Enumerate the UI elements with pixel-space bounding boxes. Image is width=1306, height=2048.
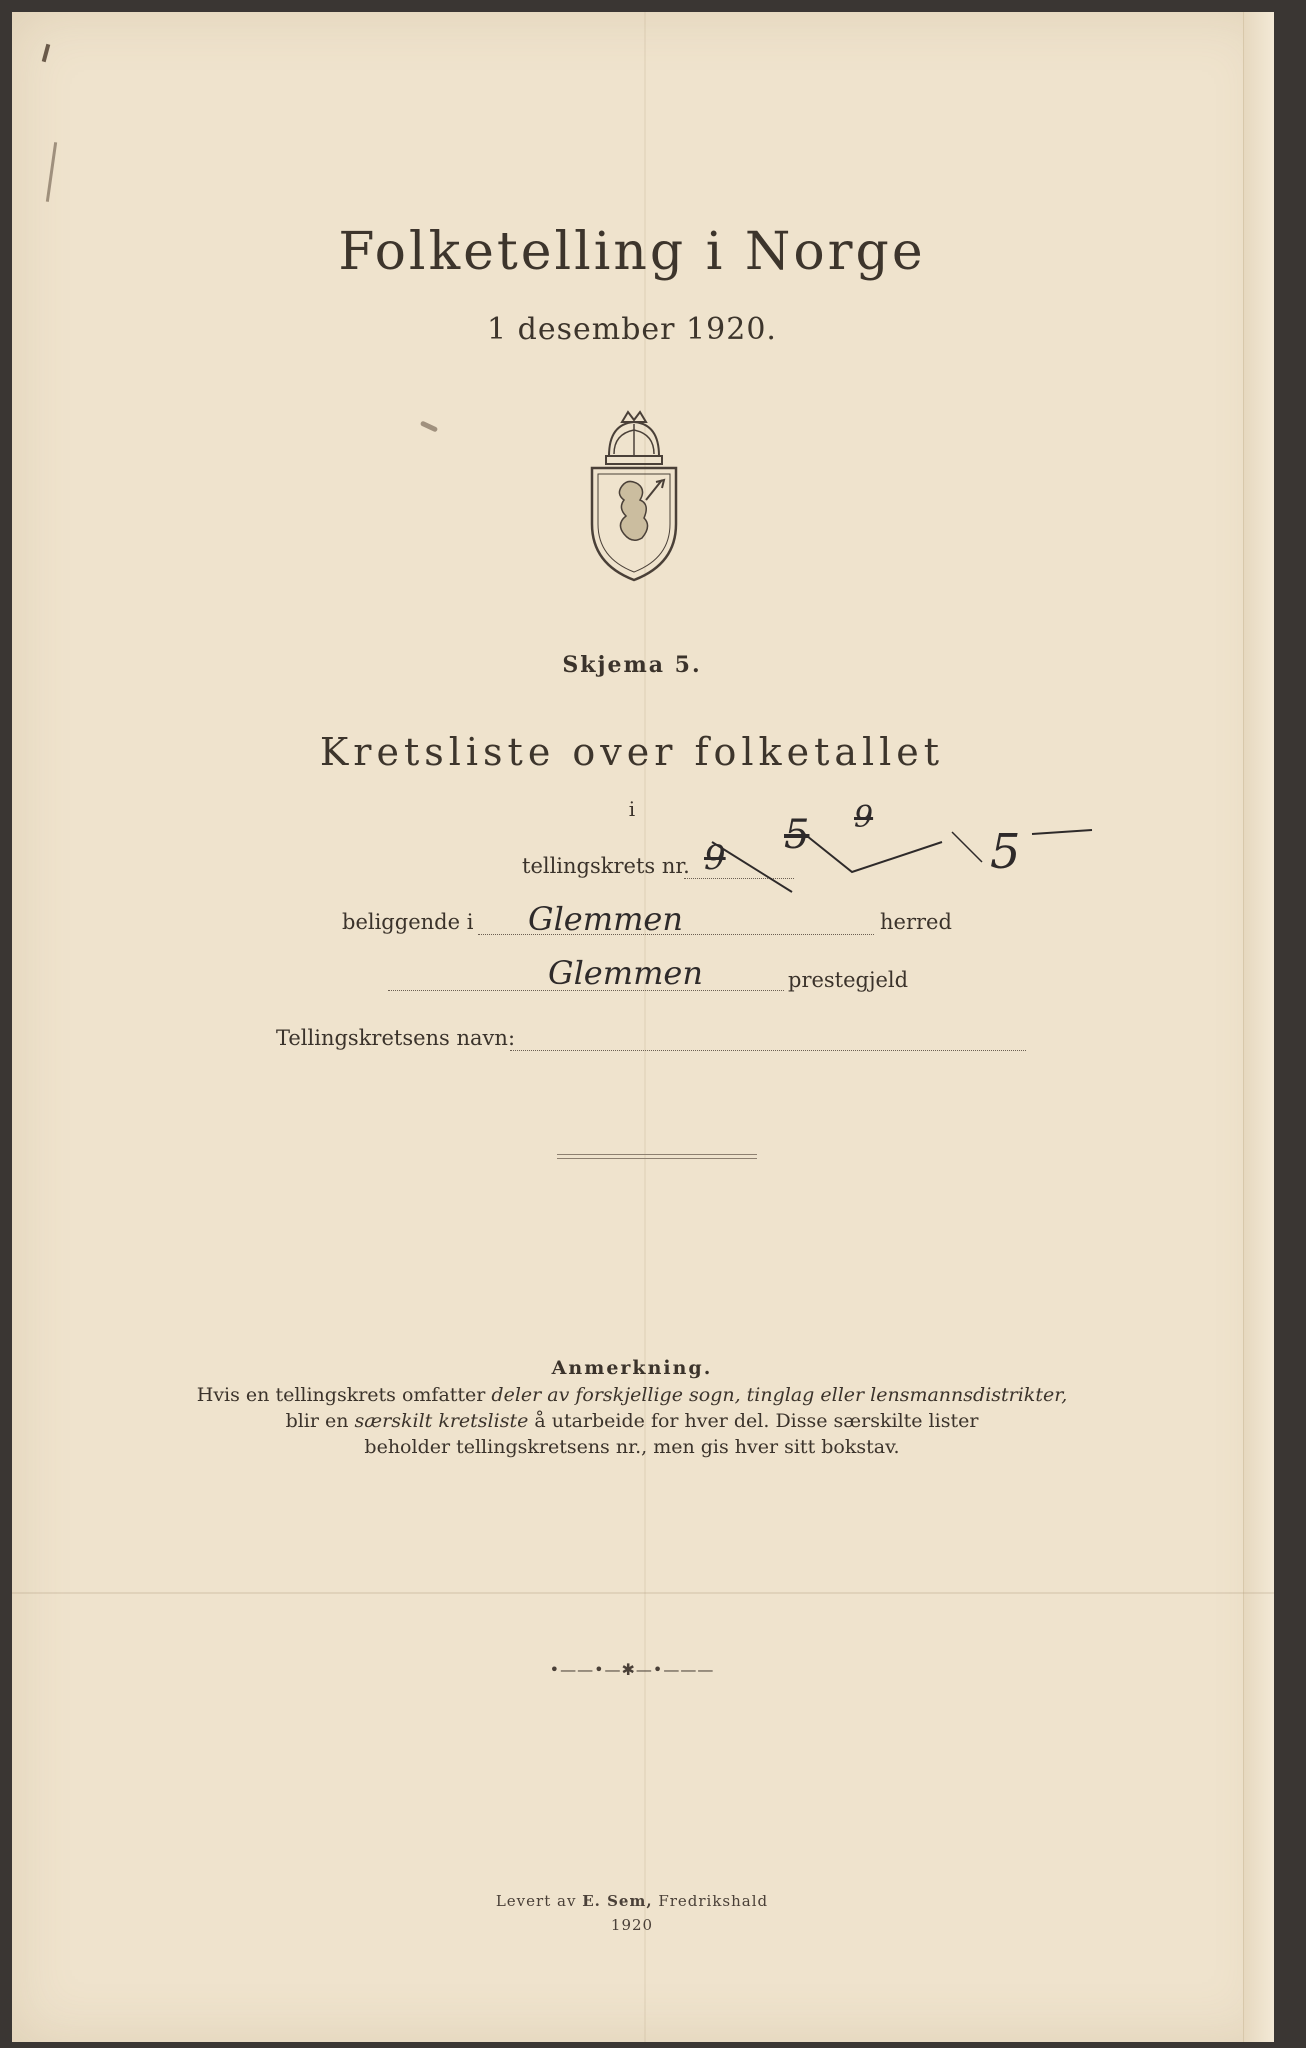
ink-mark (42, 44, 51, 62)
note-text: blir en (285, 1410, 355, 1432)
krets-number-handwritten: 5 (990, 824, 1021, 880)
krets-number-struck: 5 (784, 812, 810, 858)
note-text: Hvis en tellingskrets omfatter (196, 1384, 492, 1406)
navn-label: Tellingskretsens navn: (276, 1026, 516, 1050)
krets-number-struck: 9 (704, 838, 726, 878)
navn-field-line (510, 1050, 1026, 1051)
note-title: Anmerkning. (551, 1357, 713, 1379)
note-line: beholder tellingskretsens nr., men gis hver sitt bokstav. (364, 1436, 900, 1458)
footer-place: Fredrikshald (652, 1892, 769, 1910)
krets-label: tellingskrets nr. (522, 854, 690, 878)
note-emphasis: særskilt kretsliste (354, 1410, 529, 1432)
print-year: 1920 (610, 1916, 654, 1934)
krets-number-struck: 9 (854, 800, 874, 835)
norwegian-coat-of-arms-icon (584, 404, 684, 584)
printer-credit (12, 1892, 1252, 1910)
printer-name: E. Sem, (582, 1892, 653, 1910)
note-text: å utarbeide for hver del. Disse særskilte lister (528, 1410, 979, 1432)
schema-number: Skjema 5. (562, 652, 702, 678)
prestegjeld-handwritten: Glemmen (548, 954, 703, 992)
herred-label: herred (880, 910, 952, 934)
census-form-page (12, 12, 1274, 2042)
ornament-divider: •——•—✱—•——— (549, 1660, 715, 1679)
ink-mark (420, 420, 438, 432)
note-emphasis: deler av forskjellige sogn, tinglag eller lensmannsdistrikter, (491, 1384, 1068, 1406)
beliggende-label: beliggende i (342, 910, 474, 934)
page-title: Folketelling i Norge (338, 222, 926, 282)
herred-handwritten: Glemmen (528, 900, 683, 938)
fold-line (12, 1592, 1274, 1594)
handwritten-strokes (702, 802, 1102, 912)
footer-text: Levert av (495, 1892, 583, 1910)
prestegjeld-label: prestegjeld (788, 968, 909, 992)
note-line (12, 1384, 1252, 1406)
connector-text: i (628, 797, 636, 821)
ink-mark (46, 142, 57, 202)
note-line (12, 1410, 1252, 1432)
separator-rule (557, 1154, 757, 1159)
form-subtitle: Kretsliste over folketallet (319, 730, 945, 774)
census-date: 1 desember 1920. (487, 312, 777, 347)
